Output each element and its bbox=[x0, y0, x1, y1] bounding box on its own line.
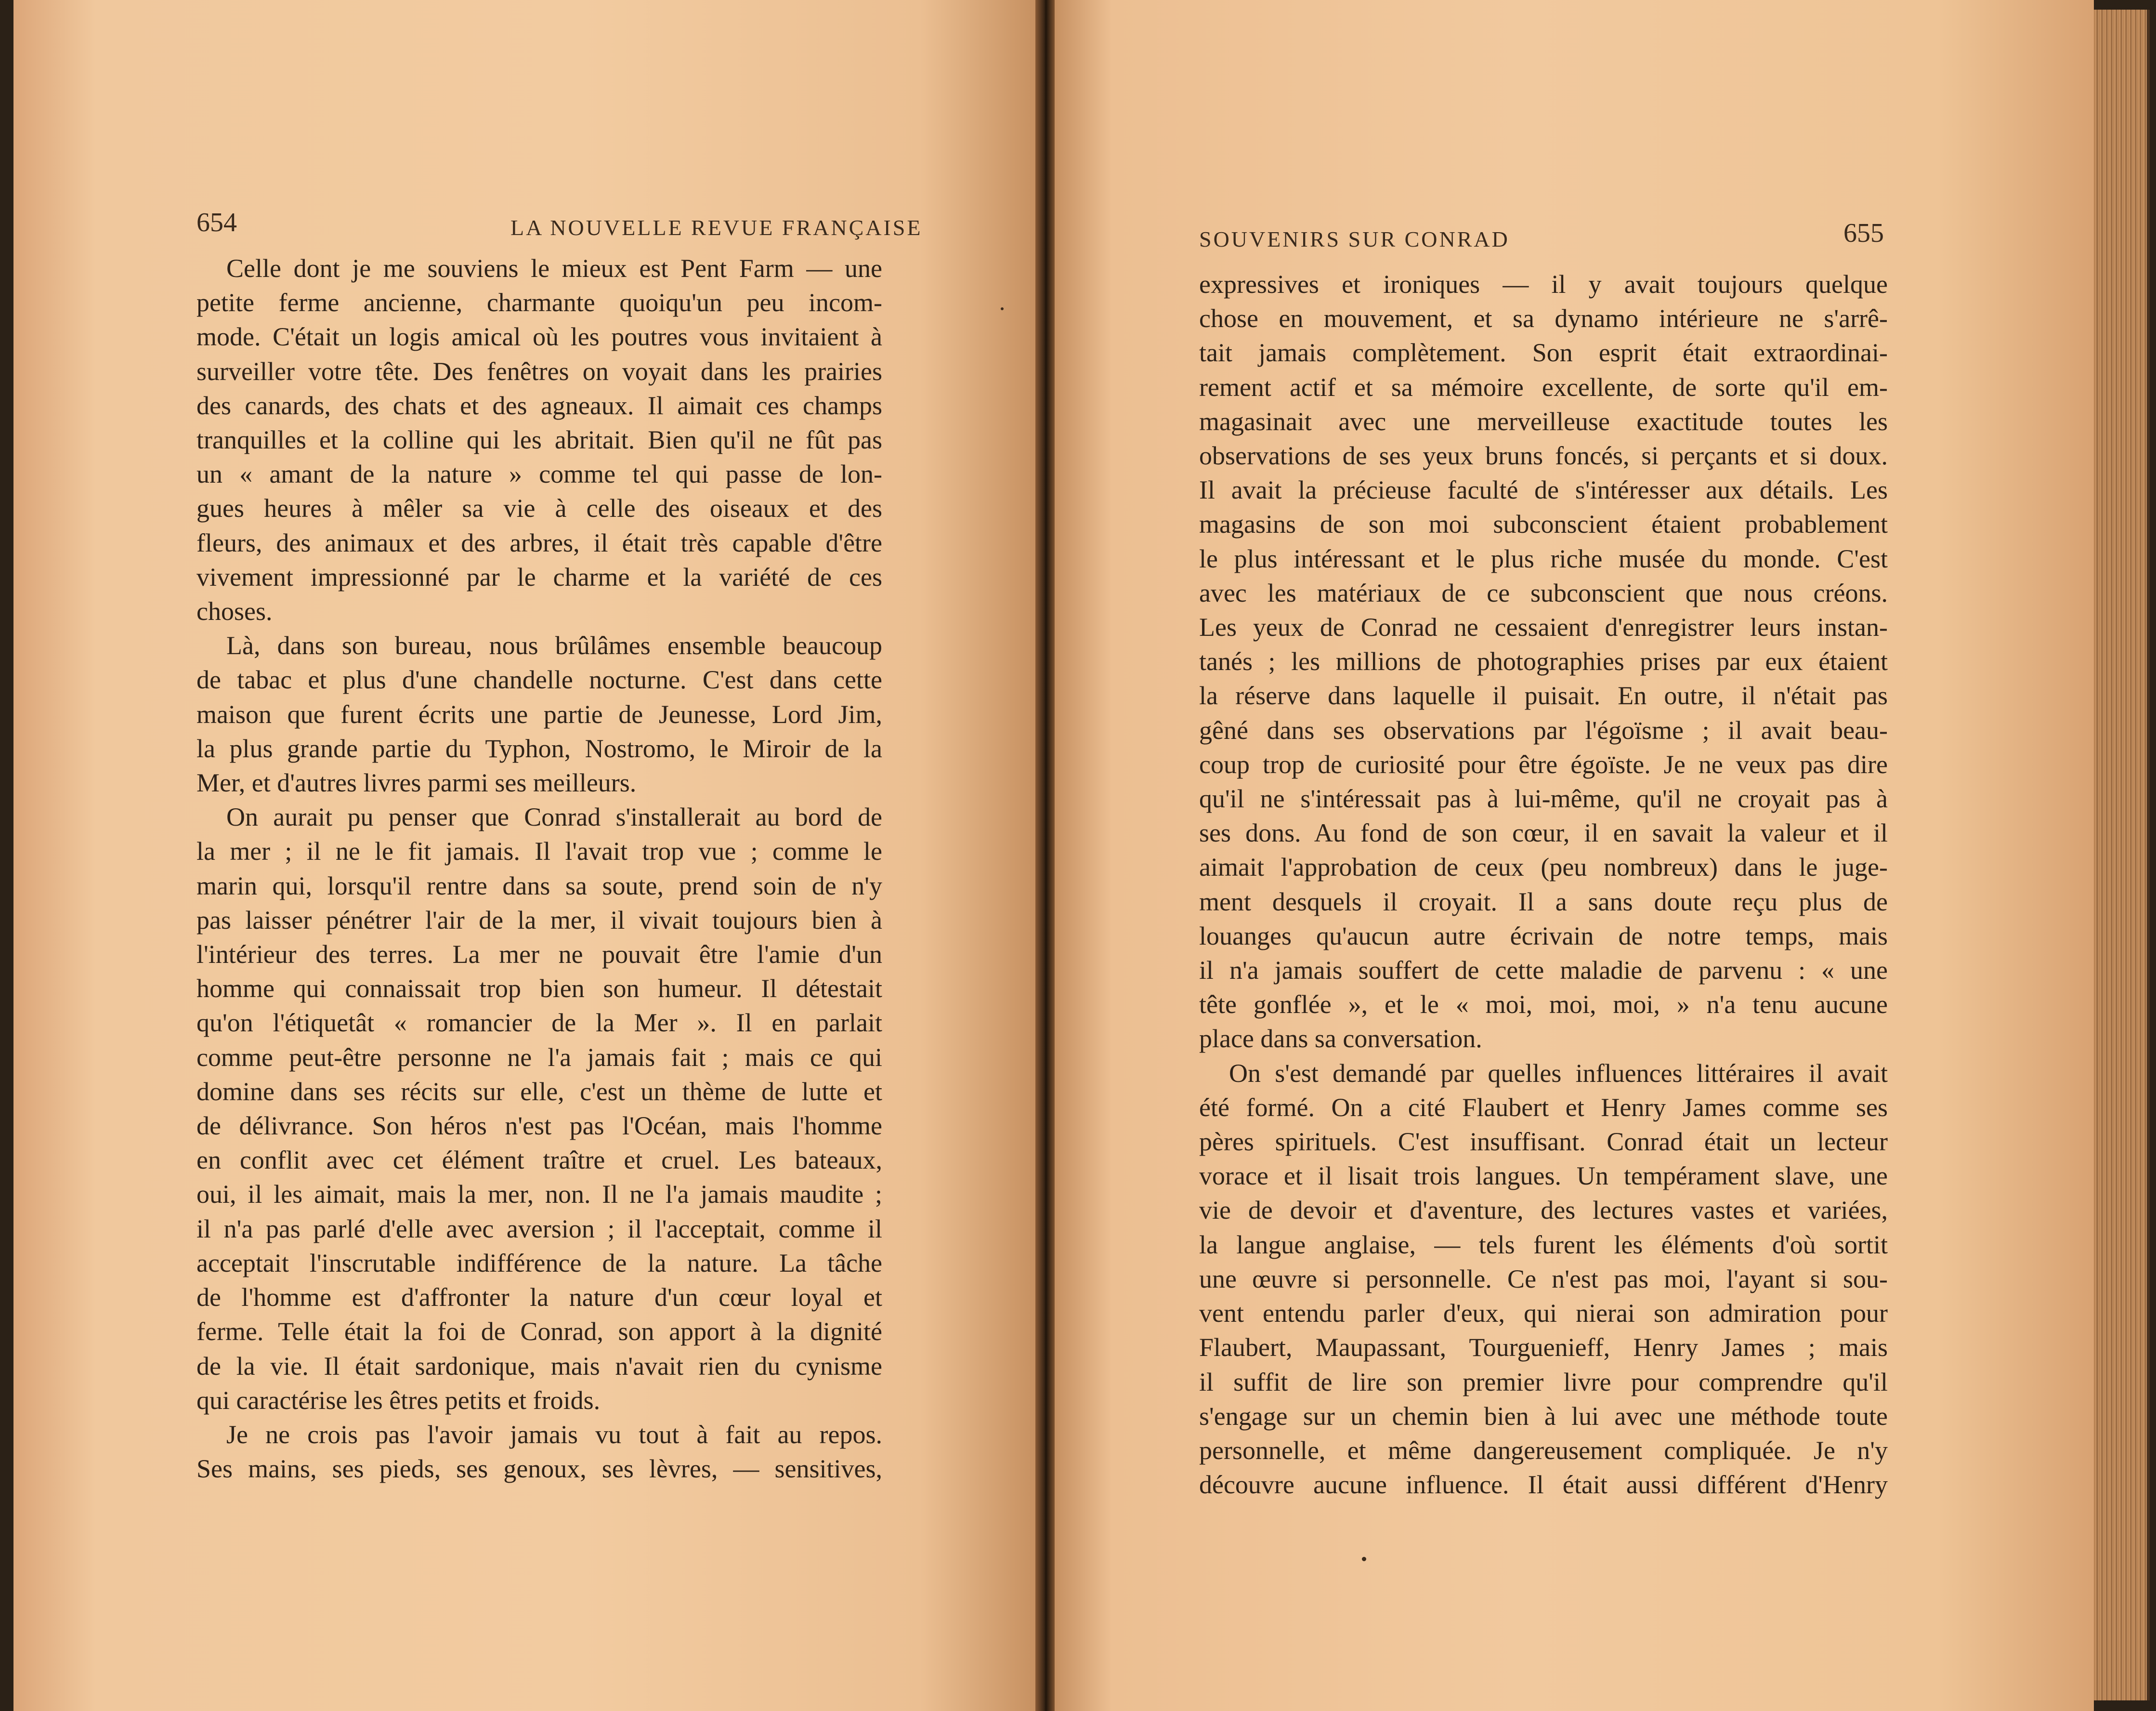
text-line: place dans sa conversation. bbox=[1199, 1024, 1482, 1053]
text-line: magasins de son moi subconscient étaient probablement bbox=[1199, 510, 1888, 539]
text-line: il suffit de lire son premier livre pour comprendre qu'il bbox=[1199, 1367, 1888, 1396]
text-line: une œuvre si personnelle. Ce n'est pas moi, l'ayant si sou- bbox=[1199, 1264, 1888, 1293]
text-line: maison que furent écrits une partie de Jeunesse, Lord Jim, bbox=[196, 699, 882, 729]
text-line: été formé. On a cité Flaubert et Henry James comme ses bbox=[1199, 1092, 1888, 1122]
text-line: gues heures à mêler sa vie à celle des oiseaux et des bbox=[196, 494, 882, 523]
text-line: fleurs, des animaux et des arbres, il était très capable d'être bbox=[196, 528, 882, 557]
text-line: Je ne crois pas l'avoir jamais vu tout à fait au repos. bbox=[226, 1420, 882, 1449]
text-line: mode. C'était un logis amical où les poutres vous invitaient à bbox=[196, 322, 882, 352]
text-line: Flaubert, Maupassant, Tourguenieff, Henry James ; mais bbox=[1199, 1333, 1888, 1362]
text-line: pères spirituels. C'est insuffisant. Conrad était un lecteur bbox=[1199, 1127, 1888, 1157]
text-line: On aurait pu penser que Conrad s'installerait au bord de bbox=[226, 803, 882, 832]
text-line: aimait l'approbation de ceux (peu nombreux) dans le juge- bbox=[1199, 853, 1888, 882]
left-page-text bbox=[196, 251, 882, 1486]
text-line: marin qui, lorsqu'il rentre dans sa soute, prend soin de n'y bbox=[196, 871, 882, 900]
text-line: comme peut-être personne ne l'a jamais fait ; mais ce qui bbox=[196, 1042, 882, 1072]
text-line: un « amant de la nature » comme tel qui passe de lon- bbox=[196, 460, 882, 489]
text-line: de tabac et plus d'une chandelle nocturne. C'est dans cette bbox=[196, 665, 882, 695]
text-line: qu'on l'étiquetât « romancier de la Mer ». Il en parlait bbox=[196, 1008, 882, 1038]
text-line: avec les matériaux de ce subconscient que nous créons. bbox=[1199, 578, 1888, 607]
text-line: en conflit avec cet élément traître et cruel. Les bateaux, bbox=[196, 1145, 882, 1175]
text-line: Celle dont je me souviens le mieux est Pent Farm — une bbox=[226, 254, 882, 283]
text-line: de l'homme est d'affronter la nature d'un cœur loyal et bbox=[196, 1283, 882, 1312]
text-line: découvre aucune influence. Il était aussi différent d'Henry bbox=[1199, 1470, 1888, 1500]
text-line: vie de devoir et d'aventure, des lectures vastes et variées, bbox=[1199, 1196, 1888, 1225]
page-edges bbox=[2094, 10, 2150, 1700]
text-line: la plus grande partie du Typhon, Nostromo, le Miroir de la bbox=[196, 734, 882, 763]
text-line: tanés ; les millions de photographies prises par eux étaient bbox=[1199, 647, 1888, 676]
text-line: Ses mains, ses pieds, ses genoux, ses lèvres, — sensitives, bbox=[196, 1454, 882, 1484]
text-line: On s'est demandé par quelles influences littéraires il avait bbox=[1229, 1058, 1888, 1088]
text-line: de délivrance. Son héros n'est pas l'Océan, mais l'homme bbox=[196, 1111, 882, 1141]
text-line: ferme. Telle était la foi de Conrad, son apport à la dignité bbox=[196, 1317, 882, 1346]
paper-speck bbox=[1001, 307, 1004, 310]
text-line: la mer ; il ne le fit jamais. Il l'avait trop vue ; comme le bbox=[196, 837, 882, 866]
text-line: l'intérieur des terres. La mer ne pouvait être l'amie d'un bbox=[196, 940, 882, 969]
text-line: de la vie. Il était sardonique, mais n'avait rien du cynisme bbox=[196, 1351, 882, 1381]
text-line: il n'a jamais souffert de cette maladie de parvenu : « une bbox=[1199, 956, 1888, 985]
text-line: ses dons. Au fond de son cœur, il en savait la valeur et il bbox=[1199, 818, 1888, 848]
paper-speck bbox=[1362, 1557, 1366, 1561]
text-line: qu'il ne s'intéressait pas à lui-même, qu'il ne croyait pas à bbox=[1199, 784, 1888, 814]
text-line: louanges qu'aucun autre écrivain de notre temps, mais bbox=[1199, 921, 1888, 950]
right-running-head: SOUVENIRS SUR CONRAD bbox=[1199, 227, 1510, 251]
book-gutter bbox=[1035, 0, 1055, 1711]
text-line: tranquilles et la colline qui les abritait. Bien qu'il ne fût pas bbox=[196, 425, 882, 455]
right-page-number: 655 bbox=[1843, 218, 1884, 248]
text-line: rement actif et sa mémoire excellente, de sorte qu'il em- bbox=[1199, 372, 1888, 402]
text-line: domine dans ses récits sur elle, c'est un thème de lutte et bbox=[196, 1077, 882, 1106]
text-line: le plus intéressant et le plus riche musée du monde. C'est bbox=[1199, 544, 1888, 573]
text-line: personnelle, et même dangereusement compliquée. Je n'y bbox=[1199, 1435, 1888, 1465]
text-line: pas laisser pénétrer l'air de la mer, il vivait toujours bien à bbox=[196, 905, 882, 934]
text-line: coup trop de curiosité pour être égoïste. Je ne veux pas dire bbox=[1199, 750, 1888, 779]
text-line: Il avait la précieuse faculté de s'intéresser aux détails. Les bbox=[1199, 475, 1888, 505]
left-page-number: 654 bbox=[196, 208, 237, 237]
text-line: choses. bbox=[196, 597, 273, 626]
text-line: surveiller votre tête. Des fenêtres on voyait dans les prairies bbox=[196, 356, 882, 386]
text-line: vorace et il lisait trois langues. Un tempérament slave, une bbox=[1199, 1161, 1888, 1191]
text-line: des canards, des chats et des agneaux. Il aimait ces champs bbox=[196, 391, 882, 420]
text-line: Les yeux de Conrad ne cessaient d'enregistrer leurs instan- bbox=[1199, 613, 1888, 642]
text-line: tait jamais complètement. Son esprit était extraordinai- bbox=[1199, 338, 1888, 368]
text-line: il n'a pas parlé d'elle avec aversion ; il l'acceptait, comme il bbox=[196, 1214, 882, 1243]
text-line: homme qui connaissait trop bien son humeur. Il détestait bbox=[196, 974, 882, 1003]
text-line: s'engage sur un chemin bien à lui avec une méthode toute bbox=[1199, 1401, 1888, 1431]
text-line: oui, il les aimait, mais la mer, non. Il ne l'a jamais maudite ; bbox=[196, 1180, 882, 1209]
text-line: expressives et ironiques — il y avait toujours quelque bbox=[1199, 270, 1888, 299]
text-line: gêné dans ses observations par l'égoïsme ; il avait beau- bbox=[1199, 715, 1888, 745]
text-line: ment desquels il croyait. Il a sans doute reçu plus de bbox=[1199, 887, 1888, 916]
text-line: petite ferme ancienne, charmante quoiqu'un peu incom- bbox=[196, 288, 882, 317]
right-page-text bbox=[1199, 267, 1888, 1502]
left-running-head: LA NOUVELLE REVUE FRANÇAISE bbox=[510, 215, 923, 240]
text-line: magasinait avec une merveilleuse exactitude toutes les bbox=[1199, 407, 1888, 436]
text-line: vent entendu parler d'eux, qui nierai son admiration pour bbox=[1199, 1299, 1888, 1328]
text-line: chose en mouvement, et sa dynamo intérieure ne s'arrê- bbox=[1199, 304, 1888, 333]
text-line: Mer, et d'autres livres parmi ses meilleurs. bbox=[196, 768, 637, 798]
text-line: Là, dans son bureau, nous brûlâmes ensemble beaucoup bbox=[226, 631, 882, 660]
text-line: la langue anglaise, — tels furent les éléments d'où sortit bbox=[1199, 1230, 1888, 1259]
text-line: tête gonflée », et le « moi, moi, moi, » n'a tenu aucune bbox=[1199, 990, 1888, 1019]
text-line: observations de ses yeux bruns foncés, si perçants et si doux. bbox=[1199, 441, 1888, 471]
text-line: vivement impressionné par le charme et la variété de ces bbox=[196, 562, 882, 592]
text-line: acceptait l'inscrutable indifférence de la nature. La tâche bbox=[196, 1248, 882, 1277]
text-line: la réserve dans laquelle il puisait. En outre, il n'était pas bbox=[1199, 681, 1888, 711]
text-line: qui caractérise les êtres petits et froids. bbox=[196, 1385, 601, 1415]
